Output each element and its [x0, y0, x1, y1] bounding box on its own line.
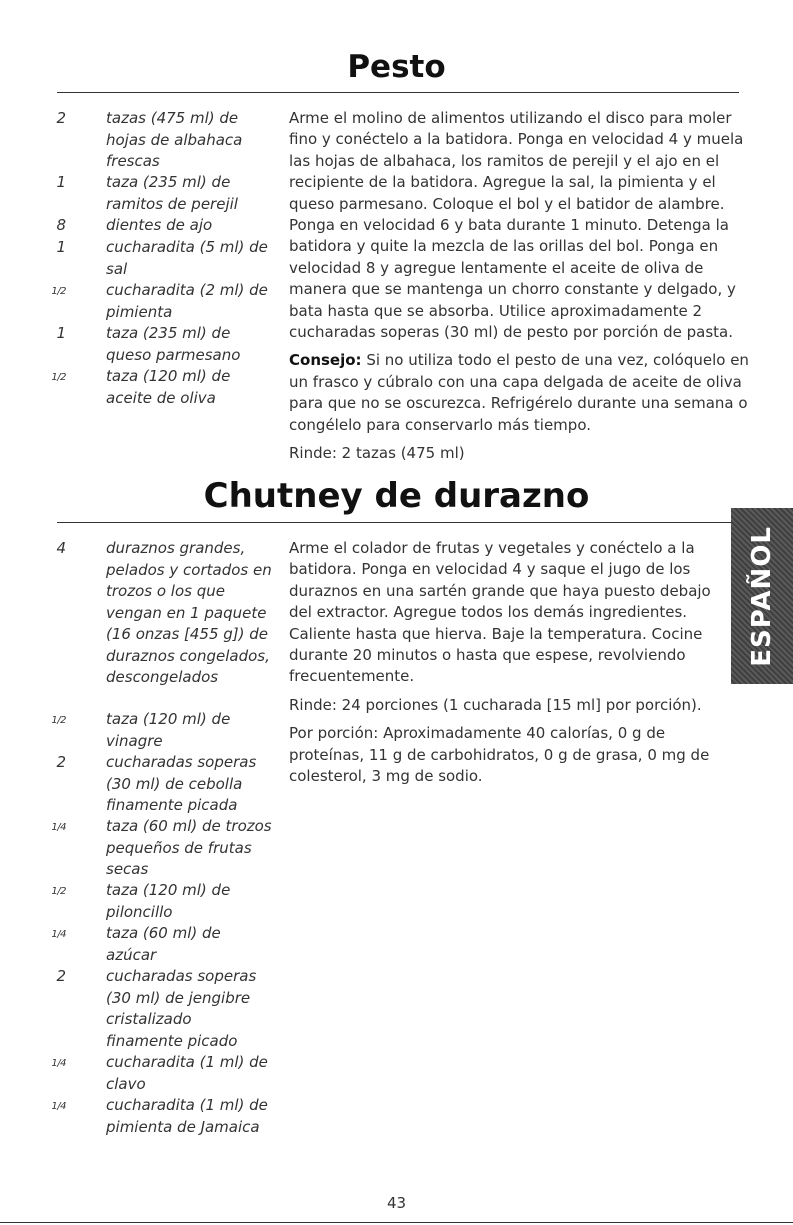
chutney-yield: Rinde: 24 porciones (1 cucharada [15 ml] por porción).	[289, 695, 702, 714]
ingredient-text: tazas (475 ml) de hojas de albahaca frescas	[106, 109, 243, 170]
chutney-ingredient-list	[36, 538, 272, 1138]
pesto-method: Arme el molino de alimentos utilizando el disco para moler fino y conéctelo a la batidora. Ponga en velocidad 4 y muela las hojas de albahaca, los ramitos de perejil y el ajo en el recipiente de la batidora. Agregue la sal, la pimienta y el queso parmesano. Coloque el bol y el batidor de alambre. Ponga en velocidad 6 y bata durante 1 minuto. Detenga la batidora y quite la mezcla de las orillas del bol. Ponga en velocidad 8 y agregue lentamente el aceite de oliva de manera que se mantenga un chorro constante y delgado, y bata hasta que se absorba. Utilice aproximadamente 2 cucharadas soperas (30 ml) de pesto por porción de pasta.	[289, 109, 744, 342]
ingredient-quantity: 2	[56, 109, 66, 127]
bottom-edge	[0, 1222, 793, 1223]
ingredient-item	[36, 966, 272, 1052]
ingredient-text: cucharadita (5 ml) de sal	[106, 238, 268, 278]
ingredient-item	[36, 1095, 272, 1138]
ingredient-quantity: 2	[56, 967, 66, 985]
ingredient-item	[36, 237, 272, 280]
pesto-title: Pesto	[347, 49, 446, 85]
ingredient-item	[36, 323, 272, 366]
ingredient-text: taza (235 ml) de queso parmesano	[106, 324, 241, 364]
ingredient-quantity: 2	[56, 753, 66, 771]
ingredient-item	[36, 280, 272, 323]
chutney-title: Chutney de durazno	[203, 476, 590, 516]
ingredient-text: duraznos grandes, pelados y cortados en trozos o los que vengan en 1 paquete (16 onzas [455 g]) de duraznos congelados, descongelados	[106, 539, 272, 686]
ingredient-quantity: 1	[56, 238, 66, 256]
ingredient-text: cucharadas soperas (30 ml) de cebolla finamente picada	[106, 753, 257, 814]
chutney-nutrition: Por porción: Aproximadamente 40 calorías, 0 g de proteínas, 11 g de carbohidratos, 0 g de grasa, 0 mg de colesterol, 3 mg de sodio.	[289, 724, 710, 786]
ingredient-text: taza (235 ml) de ramitos de perejil	[106, 173, 238, 213]
ingredient-quantity: 1	[56, 324, 66, 342]
ingredient-text: taza (120 ml) de vinagre	[106, 710, 231, 750]
ingredient-item	[36, 1052, 272, 1095]
ingredient-quantity: 1/2	[51, 886, 66, 897]
ingredient-item	[36, 752, 272, 816]
pesto-ingredient-list	[36, 108, 272, 409]
ingredient-quantity: 1/4	[51, 1058, 66, 1069]
ingredient-item	[36, 538, 272, 709]
chutney-directions	[289, 538, 729, 794]
ingredient-item	[36, 880, 272, 923]
ingredient-item	[36, 172, 272, 215]
page-number: 43	[386, 1194, 407, 1212]
ingredient-text: taza (120 ml) de piloncillo	[106, 881, 231, 921]
chutney-divider	[57, 522, 735, 523]
ingredient-text: dientes de ajo	[106, 216, 213, 234]
language-tab-label: ESPAÑOL	[747, 525, 777, 667]
ingredient-quantity: 8	[56, 216, 66, 234]
ingredient-text: taza (60 ml) de trozos pequeños de frutas secas	[106, 817, 272, 878]
tip-label: Consejo:	[289, 351, 362, 370]
ingredient-item	[36, 709, 272, 752]
ingredient-quantity: 1/4	[51, 822, 66, 833]
tip-text: Si no utiliza todo el pesto de una vez, colóquelo en un frasco y cúbralo con una capa delgada de aceite de oliva para que no se oscurezca. Refrigérelo durante una semana o congélelo para conservarlo más tiempo.	[289, 351, 749, 434]
pesto-yield: Rinde: 2 tazas (475 ml)	[289, 444, 465, 463]
ingredient-quantity: 1/4	[51, 929, 66, 940]
ingredient-item	[36, 923, 272, 966]
pesto-tip	[289, 350, 749, 436]
ingredient-text: cucharadita (1 ml) de pimienta de Jamaica	[106, 1096, 268, 1136]
pesto-directions	[289, 108, 749, 472]
ingredient-item	[36, 215, 272, 237]
ingredient-item	[36, 816, 272, 880]
chutney-method: Arme el colador de frutas y vegetales y conéctelo a la batidora. Ponga en velocidad 4 y saque el jugo de los duraznos en una sartén grande que haya puesto debajo del extractor. Agregue todos los demás ingredientes. Caliente hasta que hierva. Baje la temperatura. Cocine durante 20 minutos o hasta que espese, revolviendo frecuentemente.	[289, 539, 711, 686]
ingredient-quantity: 1/2	[51, 715, 66, 726]
ingredient-quantity: 1	[56, 173, 66, 191]
language-tab	[731, 508, 793, 684]
ingredient-quantity: 4	[56, 539, 66, 557]
ingredient-text: cucharadita (1 ml) de clavo	[106, 1053, 268, 1093]
ingredient-quantity: 1/2	[51, 286, 66, 297]
ingredient-item	[36, 108, 272, 172]
ingredient-item	[36, 366, 272, 409]
ingredient-text: cucharadas soperas (30 ml) de jengibre cristalizado finamente picado	[106, 967, 257, 1050]
ingredient-text: taza (60 ml) de azúcar	[106, 924, 221, 964]
ingredient-quantity: 1/4	[51, 1101, 66, 1112]
ingredient-text: cucharadita (2 ml) de pimienta	[106, 281, 268, 321]
pesto-divider	[57, 92, 739, 93]
ingredient-text: taza (120 ml) de aceite de oliva	[106, 367, 231, 407]
ingredient-quantity: 1/2	[51, 372, 66, 383]
